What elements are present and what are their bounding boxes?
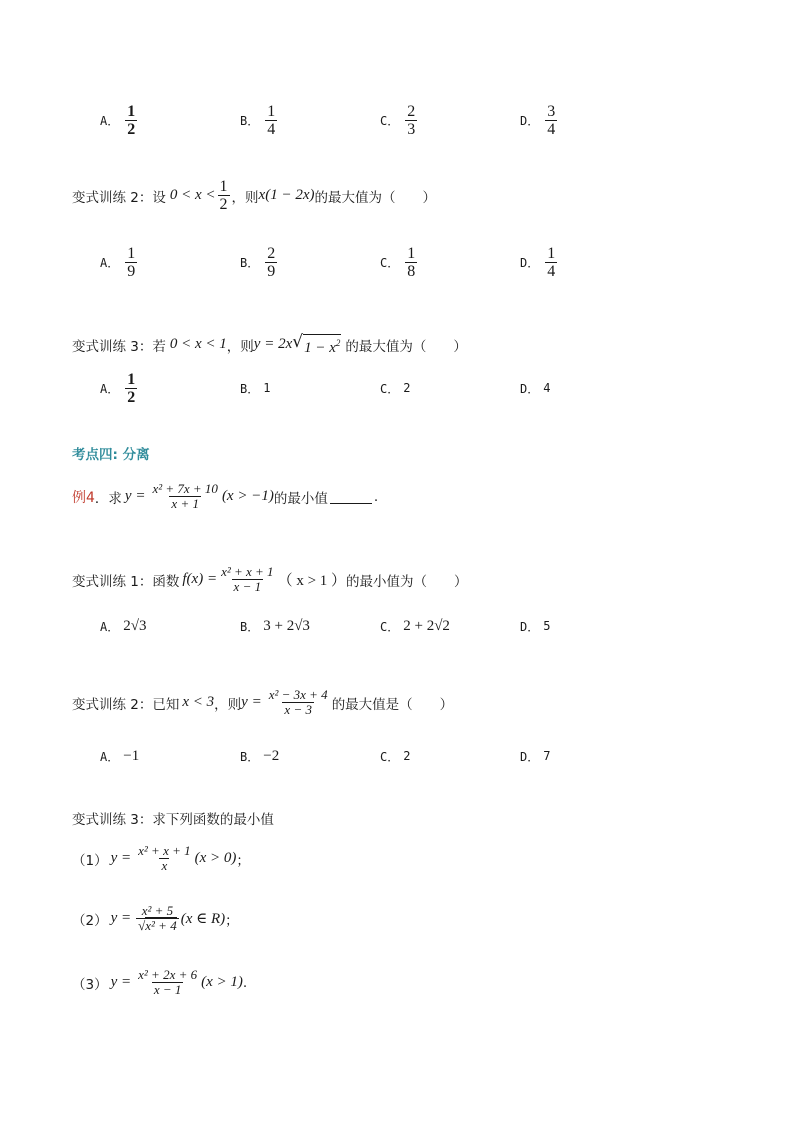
option-c[interactable]: C． 2 + 2√2 bbox=[380, 617, 450, 634]
option-label: D． bbox=[520, 381, 540, 396]
option-label: C． bbox=[380, 255, 400, 270]
fraction: $\frac{1}{2}$ bbox=[127, 102, 136, 138]
option-a[interactable]: A． −1 bbox=[100, 747, 140, 764]
option-a[interactable] bbox=[100, 366, 139, 410]
options-row-3 bbox=[100, 366, 660, 410]
option-label: D． bbox=[520, 255, 540, 270]
option-d[interactable]: D． 4 bbox=[520, 381, 551, 396]
fraction: $\frac{\text{x² + 2x + 6}}{x - 1}$ bbox=[138, 967, 198, 997]
sub-question-1: （1） y = $\frac{\text{x² + x + 1}}{x}$ (x > 0) ； bbox=[72, 843, 250, 873]
option-label: C． bbox=[380, 381, 400, 396]
fraction: $\frac{2}{9}$ bbox=[267, 244, 276, 280]
options-row-4 bbox=[100, 604, 660, 648]
option-label: D． bbox=[520, 749, 540, 764]
option-label: A． bbox=[100, 255, 120, 270]
fraction: $\frac{\text{x² + 5}}{\text{√x² + 4}}$ bbox=[138, 903, 177, 933]
option-label: C． bbox=[380, 749, 400, 764]
option-label: C． bbox=[380, 113, 400, 128]
fraction: $\frac{\text{x² + x + 1}}{x}$ bbox=[138, 843, 191, 873]
option-label: C． bbox=[380, 619, 400, 634]
fraction: $\frac{1}{8}$ bbox=[407, 244, 416, 280]
sub-question-3: （3） y = $\frac{\text{x² + 2x + 6}}{x - 1}$ (x > 1) . bbox=[72, 967, 248, 997]
option-label: B． bbox=[240, 381, 260, 396]
sub-question-2: （2） y = $\frac{\text{x² + 5}}{\text{√x² + 4}}$ (x ∈ R) ； bbox=[72, 903, 239, 933]
fraction: $\frac{1}{2}$ bbox=[127, 370, 136, 406]
fraction: $\frac{1}{4}$ bbox=[547, 244, 556, 280]
option-d[interactable]: D． 7 bbox=[520, 749, 551, 764]
question-s4-variant-2: 变式训练 2：已知 x < 3 ，则 y = $\frac{\text{x² − 3x + 4}}{x - 3}$ 的最大值是（ ） bbox=[72, 687, 454, 717]
option-c[interactable] bbox=[380, 240, 419, 284]
fraction: $\frac{\text{x² − 3x + 4}}{x - 3}$ bbox=[268, 687, 328, 717]
fraction: $\frac{1}{4}$ bbox=[267, 102, 276, 138]
option-b[interactable]: B． −2 bbox=[240, 747, 280, 764]
option-label: A． bbox=[100, 749, 120, 764]
fraction: $\frac{2}{3}$ bbox=[407, 102, 416, 138]
options-row-5 bbox=[100, 734, 660, 778]
option-d[interactable] bbox=[520, 240, 559, 284]
answer-blank[interactable] bbox=[330, 489, 372, 504]
option-label: D． bbox=[520, 113, 540, 128]
sqrt-sign: √ bbox=[138, 918, 146, 933]
fraction: $\frac{1}{9}$ bbox=[127, 244, 136, 280]
option-label: D． bbox=[520, 619, 540, 634]
option-b[interactable] bbox=[240, 240, 279, 284]
question-variant-3: 变式训练 3：若 0 < x < 1 ，则 y = 2x √ $1 - x^2$ 的最大值为（ ） bbox=[72, 332, 467, 356]
option-a[interactable]: A． 2√3 bbox=[100, 617, 147, 634]
option-b[interactable]: B． 3 + 2√3 bbox=[240, 617, 310, 634]
option-c[interactable] bbox=[380, 98, 419, 142]
option-label: A． bbox=[100, 381, 120, 396]
question-variant-2: 变式训练 2：设 0 < x < $\frac{1}{2}$ ，则 x(1 − 2x) 的最大值为（ ） bbox=[72, 178, 436, 213]
fraction: $\frac{3}{4}$ bbox=[547, 102, 556, 138]
option-d[interactable] bbox=[520, 98, 559, 142]
section-heading: 考点四: 分离 bbox=[72, 447, 150, 463]
option-label: A． bbox=[100, 113, 120, 128]
option-d[interactable]: D． 5 bbox=[520, 619, 551, 634]
option-label: B． bbox=[240, 113, 260, 128]
option-label: B． bbox=[240, 749, 260, 764]
example-4: 例4 ．求 y = $\frac{\text{x² + 7x + 10}}{x + 1}$ (x > −1) 的最小值 . bbox=[72, 481, 379, 511]
options-row-1 bbox=[100, 98, 660, 142]
option-c[interactable]: C． 2 bbox=[380, 381, 411, 396]
option-c[interactable]: C． 2 bbox=[380, 749, 411, 764]
option-a[interactable] bbox=[100, 240, 139, 284]
question-s4-variant-3: 变式训练 3：求下列函数的最小值 bbox=[72, 812, 274, 828]
option-label: A． bbox=[100, 619, 120, 634]
option-label: B． bbox=[240, 255, 260, 270]
option-label: B． bbox=[240, 619, 260, 634]
option-a[interactable] bbox=[100, 98, 139, 142]
option-b[interactable] bbox=[240, 98, 279, 142]
fraction: $\frac{1}{2}$ bbox=[219, 178, 228, 213]
square-root: √ $1 - x^2$ bbox=[292, 332, 341, 356]
option-b[interactable]: B． 1 bbox=[240, 381, 271, 396]
fraction: $\frac{\text{x² + x + 1}}{x - 1}$ bbox=[221, 564, 274, 594]
fraction: $\frac{\text{x² + 7x + 10}}{x + 1}$ bbox=[152, 481, 218, 511]
question-s4-variant-1: 变式训练 1：函数 f(x) = $\frac{\text{x² + x + 1}}{x - 1}$ （ x > 1 ） 的最小值为（ ） bbox=[72, 564, 468, 594]
options-row-2 bbox=[100, 240, 660, 284]
